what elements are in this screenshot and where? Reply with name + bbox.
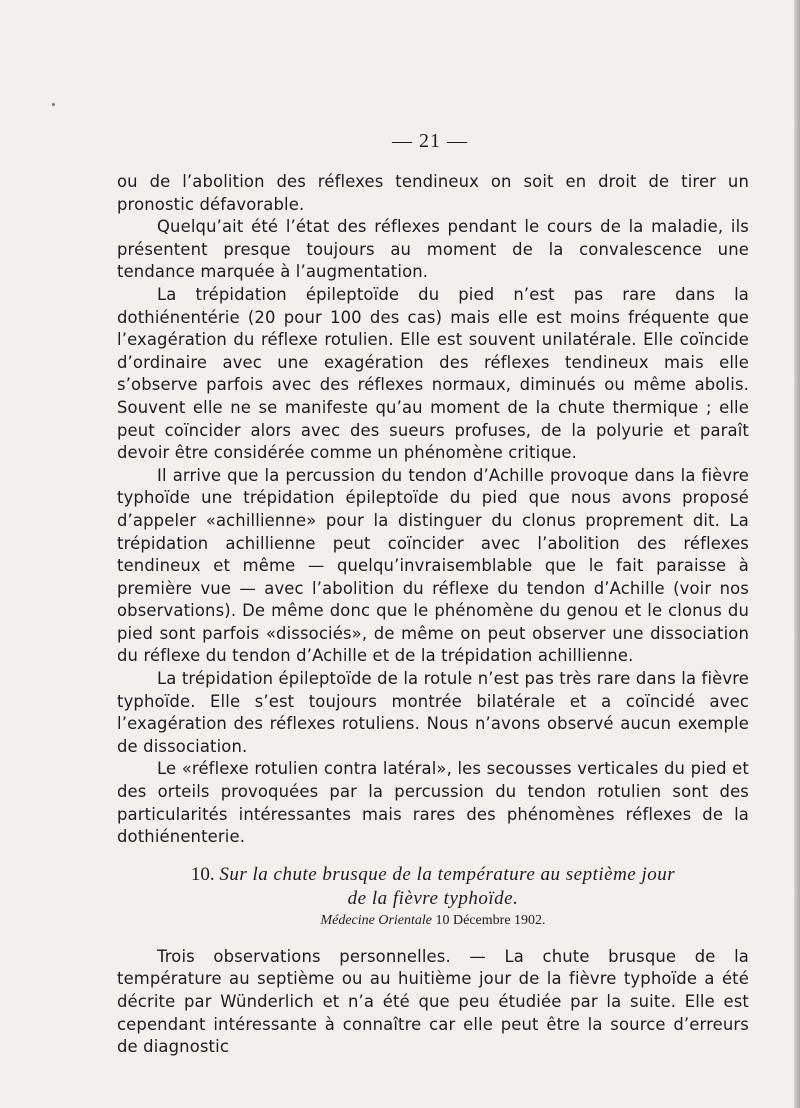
paragraph-1: ou de l’abolition des réflexes tendineux on soit en droit de tirer un pronostic défavorable. [117,172,749,214]
page-number: — 21 — [392,130,468,152]
section-source [117,912,749,930]
section-journal: Médecine Orientale [320,912,433,928]
section-heading [117,863,749,911]
paragraph-5: La trépidation épileptoïde de la rotule n’est pas très rare dans la fièvre typhoïde. Elle s’est toujours montrée bilatérale et a coïncidé avec l’exagération des réflexes rotuliens. Nous n’avons observé aucun exemple de dissociation. [117,669,749,756]
paragraph-3: La trépidation épileptoïde du pied n’est pas rare dans la dothiénentérie (20 pour 100 des cas) mais elle est moins fréquente que l’exagération du réflexe rotulien. Elle est souvent unilatérale. Elle coïncide d’ordinaire avec une exagération des réflexes tendineux mais elle s’observe parfois avec des réflexes normaux, diminués ou même abolis. Souvent elle ne se manifeste qu’au moment de la chute thermique ; elle peut coïncider alors avec des sueurs profuses, de la polyurie et paraît devoir être considérée comme un phénomène critique. [117,284,749,463]
paragraph-2: Quelqu’ait été l’état des réflexes pendant le cours de la maladie, ils présentent presque toujours au moment de la convalescence une tendance marquée à l’augmentation. [117,217,749,282]
paragraph-6: Le «réflexe rotulien contra latéral», les secousses verticales du pied et des orteils provoquées par la percussion du tendon rotulien sont des particularités intéressantes mais rares des phénomènes réflexes de la dothiénenterie. [117,759,749,847]
section-title-line2: de la fièvre typhoïde. [347,887,519,909]
section-paragraph: Trois observations personnelles. — La chute brusque de la température au septième ou au huitième jour de la fièvre typhoïde a été décrite par Wünderlich et n’a été que peu étudiée par la suite. Elle est cependant intéressante à connaître car elle peut être la source d’erreurs de diagnostic [117,946,749,1057]
section-title-line1: Sur la chute brusque de la température au septième jour [219,863,676,885]
scan-speck [52,103,55,106]
section-date: 10 Décembre 1902. [435,912,546,928]
paragraph-4: Il arrive que la percussion du tendon d’Achille provoque dans la fièvre typhoïde une trépidation épileptoïde du pied que nous avons proposé d’appeler «achillienne» pour la distinguer du clonus proprement dit. La trépidation achillienne peut coïncider avec l’abolition des réflexes tendineux et même — quelqu’invraisemblable que le fait paraisse à première vue — avec l’abolition du réflexe du tendon d’Achille (voir nos observations). De même donc que le phénomène du genou et le clonus du pied sont parfois «dissociés», de même on peut observer une dissociation du réflexe du tendon d’Achille et de la trépidation achillienne. [117,465,749,666]
section-number: 10. [190,863,215,885]
body-text [117,171,749,1059]
page-edge-shadow [794,0,800,1108]
